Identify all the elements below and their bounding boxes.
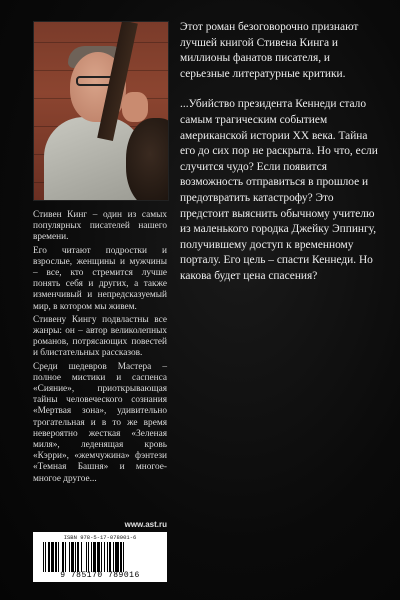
annotation-body: ...Убийство президента Кеннеди стало самым трагическим событием американской истории XX века. Тайна его до сих пор не раскрыта. Но что, если случится чудо? Если появится возможность отправиться в прошлое и предотвратить катастрофу? Это предстоит выяснить обычному учителю из маленького городка Джейку Эппингу, получившему доступ к временному порталу. Его цель – спасти Кеннеди. Но какова будет цена спасения? <box>180 98 378 282</box>
bio-paragraph: Его читают подростки и взрослые, женщины и мужчины – все, кто стремится лучше понять себя и других, а также изменчивый и непредсказуемый мир, в котором мы живем. <box>33 245 167 312</box>
bio-paragraph: Среди шедевров Мастера – полное мистики и саспенса «Сияние», приоткрывающая тайны человеческого сознания «Мертвая зона», удивительно трогательная и в то же время невероятно жесткая «Зеленая миля», леденящая кровь «Кэрри», «жемчужина» фэнтези «Темная Башня» и многое-многое другое... <box>33 361 167 484</box>
annotation <box>180 20 380 285</box>
publisher-url: www.ast.ru <box>124 520 167 529</box>
paragraph-gap <box>180 82 380 97</box>
isbn-label: ISBN 978-5-17-078901-6 <box>63 534 137 541</box>
barcode <box>33 532 167 582</box>
guitar-body <box>126 118 169 201</box>
author-bio <box>33 210 167 487</box>
barcode-bars <box>43 542 159 572</box>
wall-plank <box>34 42 168 43</box>
annotation-intro: Этот роман безоговорочно признают лучшей книгой Стивена Кинга и миллионы фанатов писателя, и серьезные литературные критики. <box>180 21 359 80</box>
ean-number: 9 785170 789016 <box>60 571 140 580</box>
author-photo <box>33 21 169 201</box>
barcode-bar <box>124 542 125 572</box>
bio-paragraph: Стивену Кингу подвластны все жанры: он – автор великолепных романов, потрясающих повестей и блистательных рассказов. <box>33 314 167 359</box>
author-hand <box>122 92 148 122</box>
bio-paragraph: Стивен Кинг – один из самых популярных писателей нашего времени. <box>33 210 167 243</box>
